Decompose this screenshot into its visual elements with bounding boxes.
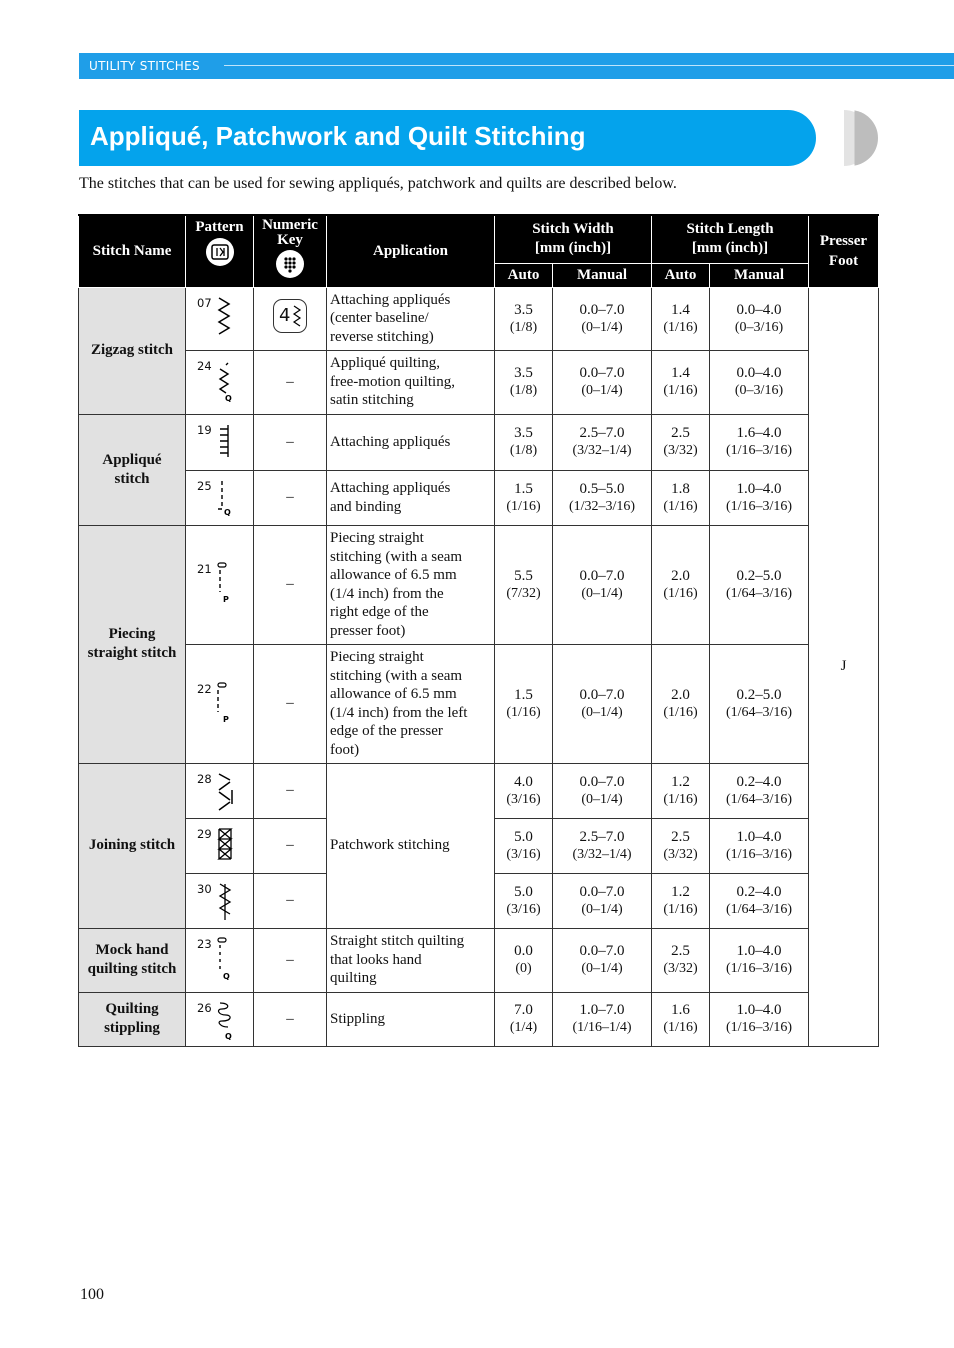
width-auto — [495, 414, 553, 470]
value: 0.2–4.0 — [736, 773, 782, 790]
width-auto — [495, 644, 553, 763]
numeric-key-cell: – — [254, 763, 327, 818]
value: 1.8 — [671, 480, 690, 497]
value: 2.5 — [671, 828, 690, 845]
value: 1.4 — [671, 365, 690, 381]
header-length-unit: [mm (inch)] — [691, 240, 769, 257]
value: 1.2 — [671, 773, 690, 790]
numeric-key-cell: – — [254, 873, 327, 928]
pattern-cell — [186, 928, 254, 992]
application-cell — [327, 644, 495, 763]
pattern-number: 19 — [197, 422, 212, 437]
value: 0.0–7.0 — [579, 365, 625, 381]
svg-text:Q: Q — [225, 393, 232, 403]
length-auto — [652, 818, 710, 873]
svg-text:P: P — [223, 714, 229, 724]
length-manual — [710, 818, 809, 873]
header-length-label: Stitch Length — [686, 221, 774, 238]
blanket-stitch-icon — [216, 421, 232, 461]
header-pattern — [186, 215, 254, 287]
group-mock-hand — [79, 928, 186, 992]
numeric-key-cell: – — [254, 470, 327, 525]
pattern-number: 07 — [197, 295, 212, 310]
svg-text:Q: Q — [223, 971, 230, 981]
group-quilting-stippling — [79, 992, 186, 1046]
group-zigzag: Zigzag stitch — [79, 287, 186, 414]
group-label: Piecing — [108, 626, 156, 642]
svg-text:P: P — [223, 594, 229, 604]
table-row — [79, 414, 879, 470]
pattern-cell — [186, 414, 254, 470]
value: 0.0 — [514, 943, 533, 959]
numeric-key-cell: – — [254, 414, 327, 470]
app-line: (1/4 inch) from the — [330, 585, 444, 602]
value-inch: (1/16) — [663, 585, 698, 601]
numeric-key-cell: – — [254, 644, 327, 763]
value-inch: (1/64–3/16) — [725, 791, 793, 807]
value: 5.0 — [514, 828, 533, 845]
app-line: Attaching appliqués — [330, 433, 451, 450]
width-auto — [495, 287, 553, 350]
group-applique — [79, 414, 186, 525]
application-cell — [327, 928, 495, 992]
app-line: Appliqué quilting, — [330, 355, 440, 372]
length-auto — [652, 873, 710, 928]
app-line: satin stitching — [330, 392, 414, 409]
pattern-cell — [186, 818, 254, 873]
value: 7.0 — [514, 1002, 533, 1018]
value-inch: (0–1/4) — [581, 319, 623, 335]
value-inch: (1/16) — [506, 704, 541, 720]
pattern-number: 23 — [197, 936, 212, 951]
joining-stitch-icon — [216, 770, 234, 814]
length-manual — [710, 873, 809, 928]
table-row — [79, 992, 879, 1046]
value-inch: (1/8) — [509, 383, 538, 398]
length-manual — [710, 350, 809, 414]
value: 0.2–4.0 — [736, 883, 782, 900]
header-rule — [224, 65, 954, 66]
value: 1.4 — [671, 301, 690, 318]
value: 4.0 — [514, 773, 533, 790]
value: 0.2–5.0 — [736, 567, 782, 584]
numeric-key-cell: – — [254, 928, 327, 992]
table-row — [79, 928, 879, 992]
app-line: right edge of the — [330, 604, 429, 620]
length-manual — [710, 414, 809, 470]
length-auto — [652, 525, 710, 644]
value-inch: (1/16) — [506, 498, 541, 514]
intro-text: The stitches that can be used for sewing appliqués, patchwork and quilts are described below. — [79, 175, 677, 192]
width-manual — [553, 287, 652, 350]
value-inch: (1/32–3/16) — [568, 498, 636, 514]
app-line: free-motion quilting, — [330, 373, 455, 390]
width-manual — [553, 992, 652, 1046]
value-inch: (1/16) — [663, 704, 698, 720]
value-inch: (1/64–3/16) — [725, 704, 793, 720]
app-line: Piecing straight — [330, 530, 424, 546]
value: 5.0 — [514, 883, 533, 900]
value-inch: (1/16–1/4) — [572, 1020, 632, 1035]
header-presser-label-2: Foot — [828, 253, 859, 270]
group-label: stitch — [114, 470, 150, 487]
satin-quilt-stitch-icon — [216, 357, 234, 403]
pattern-number: 29 — [197, 826, 212, 841]
value: 1.6–4.0 — [736, 425, 782, 441]
app-line: foot) — [330, 741, 360, 758]
header-stitch-width — [495, 215, 652, 263]
table-row — [79, 470, 879, 525]
app-line: Stippling — [330, 1010, 386, 1027]
header-length-manual: Manual — [710, 263, 809, 287]
pattern-number: 28 — [197, 771, 212, 786]
pattern-number: 22 — [197, 681, 212, 696]
value-inch: (1/64–3/16) — [725, 585, 793, 601]
app-line: and binding — [330, 498, 402, 515]
value: 0.0–4.0 — [736, 365, 782, 381]
value: 3.5 — [514, 425, 533, 441]
value-inch: (0–1/4) — [581, 961, 623, 976]
value: 2.5–7.0 — [579, 425, 625, 441]
value-inch: (3/32) — [663, 443, 698, 458]
width-manual — [553, 928, 652, 992]
length-manual — [710, 763, 809, 818]
application-cell — [327, 470, 495, 525]
group-label: Quilting — [105, 1001, 159, 1017]
piecing-left-icon — [216, 680, 234, 724]
table-row — [79, 763, 879, 818]
hand-quilting-icon — [216, 935, 234, 981]
app-line: Patchwork stitching — [330, 837, 450, 854]
width-auto — [495, 470, 553, 525]
table-row — [79, 644, 879, 763]
application-cell — [327, 763, 495, 928]
section-label: UTILITY STITCHES — [89, 59, 200, 73]
header-numeric-key — [254, 215, 327, 287]
width-manual — [553, 763, 652, 818]
numeric-key-cell: – — [254, 992, 327, 1046]
group-piecing — [79, 525, 186, 763]
value: 0.0–7.0 — [579, 567, 625, 584]
value: 0.0–7.0 — [579, 301, 625, 318]
value: 0.5–5.0 — [579, 480, 625, 497]
section-header-bar — [79, 53, 954, 79]
group-label: Appliqué — [102, 451, 162, 468]
numeric-key-cell: – — [254, 818, 327, 873]
piecing-right-icon — [216, 560, 234, 604]
width-auto — [495, 873, 553, 928]
value-inch: (1/16) — [663, 383, 698, 398]
width-manual — [553, 350, 652, 414]
application-cell — [327, 287, 495, 350]
length-manual — [710, 992, 809, 1046]
app-line: stitching (with a seam — [330, 667, 463, 684]
page-number: 100 — [80, 1286, 104, 1303]
value-inch: (1/8) — [509, 319, 538, 335]
app-line: edge of the presser — [330, 723, 443, 739]
value: 2.0 — [671, 686, 690, 703]
value: 2.0 — [671, 567, 690, 584]
width-manual — [553, 818, 652, 873]
value-inch: (1/16) — [663, 901, 698, 917]
value-inch: (1/16–3/16) — [725, 443, 793, 458]
value: 0.0–7.0 — [579, 773, 625, 790]
value-inch: (0–3/16) — [734, 383, 784, 398]
pattern-number: 25 — [197, 478, 212, 493]
width-auto — [495, 525, 553, 644]
value: 2.5 — [671, 425, 690, 441]
width-auto — [495, 350, 553, 414]
value-inch: (0–1/4) — [581, 704, 623, 720]
value: 1.0–7.0 — [579, 1002, 625, 1018]
group-label: stippling — [104, 1020, 160, 1036]
header-application: Application — [327, 215, 495, 287]
width-auto — [495, 928, 553, 992]
numeric-key-cell: – — [254, 350, 327, 414]
header-presser-label-1: Presser — [819, 233, 868, 250]
app-line: (1/4 inch) from the left — [330, 704, 468, 721]
value-inch: (0) — [515, 961, 532, 976]
value-inch: (1/16) — [663, 319, 698, 335]
value: 1.0–4.0 — [736, 480, 782, 497]
numeric-keypad-icon — [276, 250, 304, 278]
page-title: Appliqué, Patchwork and Quilt Stitching — [90, 121, 586, 151]
value-inch: (0–1/4) — [581, 585, 623, 601]
pattern-number: 30 — [197, 881, 212, 896]
app-line: allowance of 6.5 mm — [330, 567, 457, 583]
value: 5.5 — [514, 567, 533, 584]
pattern-key-icon — [206, 238, 234, 266]
value-inch: (1/16–3/16) — [725, 961, 793, 976]
app-line: Attaching appliqués — [330, 480, 451, 496]
length-auto — [652, 928, 710, 992]
app-line: presser foot) — [330, 622, 406, 639]
header-width-manual: Manual — [553, 263, 652, 287]
value-inch: (3/16) — [506, 791, 541, 807]
value: 0.0–7.0 — [579, 686, 625, 703]
table-row — [79, 525, 879, 644]
header-pattern-label: Pattern — [195, 219, 244, 235]
value: 1.2 — [671, 883, 690, 900]
value-inch: (3/32–1/4) — [572, 846, 632, 862]
width-auto — [495, 763, 553, 818]
value: 2.5–7.0 — [579, 828, 625, 845]
pattern-number: 24 — [197, 358, 212, 373]
length-manual — [710, 644, 809, 763]
value-inch: (0–1/4) — [581, 791, 623, 807]
group-label: Mock hand — [95, 942, 169, 958]
feather-stitch-icon — [216, 880, 234, 920]
app-line: allowance of 6.5 mm — [330, 686, 457, 702]
numeric-key-cell: – — [254, 525, 327, 644]
header-length-auto: Auto — [652, 263, 710, 287]
app-line: Piecing straight — [330, 649, 424, 665]
value-inch: (0–3/16) — [734, 319, 784, 335]
header-stitch-length — [652, 215, 809, 263]
header-width-label: Stitch Width — [532, 221, 614, 238]
group-label: quilting stitch — [87, 961, 177, 977]
value-inch: (7/32) — [506, 585, 541, 601]
pattern-cell — [186, 287, 254, 350]
value: 1.5 — [514, 480, 533, 497]
application-cell — [327, 525, 495, 644]
width-manual — [553, 644, 652, 763]
value: 2.5 — [671, 943, 690, 959]
cross-stitch-icon — [216, 825, 234, 865]
width-manual — [553, 470, 652, 525]
app-line: reverse stitching) — [330, 328, 434, 345]
length-auto — [652, 414, 710, 470]
value: 1.6 — [671, 1002, 690, 1018]
pattern-cell — [186, 350, 254, 414]
value: 1.5 — [514, 686, 533, 703]
value: 3.5 — [514, 301, 533, 318]
value-inch: (1/16–3/16) — [725, 1020, 793, 1035]
numeric-key-cell — [254, 287, 327, 350]
app-line: Attaching appliqués — [330, 291, 451, 308]
pattern-cell — [186, 873, 254, 928]
value-inch: (3/16) — [506, 901, 541, 917]
value-inch: (3/32–1/4) — [572, 443, 632, 458]
value-inch: (1/16–3/16) — [725, 846, 793, 862]
value: 0.0–7.0 — [579, 943, 625, 959]
header-numeric-label-2: Key — [277, 232, 303, 248]
app-line: that looks hand — [330, 951, 422, 968]
value-inch: (3/16) — [506, 846, 541, 862]
app-line: Straight stitch quilting — [330, 933, 465, 950]
value: 0.0–7.0 — [579, 883, 625, 900]
length-auto — [652, 287, 710, 350]
length-auto — [652, 992, 710, 1046]
pattern-cell — [186, 644, 254, 763]
value-inch: (1/16–3/16) — [725, 498, 793, 514]
application-cell — [327, 350, 495, 414]
pattern-number: 21 — [197, 561, 212, 576]
app-line: quilting — [330, 970, 377, 987]
value-inch: (1/4) — [509, 1020, 538, 1035]
width-manual — [553, 525, 652, 644]
value-inch: (1/16) — [663, 498, 698, 514]
application-cell — [327, 414, 495, 470]
presser-foot-cell: J — [809, 287, 879, 1046]
value-inch: (1/8) — [509, 443, 538, 458]
zigzag-stitch-icon — [216, 294, 232, 338]
pattern-cell — [186, 992, 254, 1046]
length-auto — [652, 350, 710, 414]
width-manual — [553, 873, 652, 928]
value-inch: (3/32) — [663, 961, 698, 976]
stippling-icon — [216, 999, 236, 1041]
width-manual — [553, 414, 652, 470]
title-bar — [79, 110, 816, 166]
value: 1.0–4.0 — [736, 828, 782, 845]
length-manual — [710, 928, 809, 992]
pattern-number: 26 — [197, 1000, 212, 1015]
length-manual — [710, 470, 809, 525]
value: 0.2–5.0 — [736, 686, 782, 703]
blind-stitch-icon — [216, 477, 234, 517]
value: 0.0–4.0 — [736, 301, 782, 318]
header-stitch-name: Stitch Name — [79, 215, 186, 287]
length-auto — [652, 763, 710, 818]
width-auto — [495, 992, 553, 1046]
svg-text:Q: Q — [224, 507, 231, 517]
application-cell — [327, 992, 495, 1046]
app-line: stitching (with a seam — [330, 548, 463, 565]
value-inch: (0–1/4) — [581, 901, 623, 917]
group-joining: Joining stitch — [79, 763, 186, 928]
length-manual — [710, 287, 809, 350]
header-numeric-label-1: Numeric — [262, 217, 318, 233]
value: 3.5 — [514, 365, 533, 381]
pattern-cell — [186, 525, 254, 644]
pattern-cell — [186, 470, 254, 525]
length-auto — [652, 470, 710, 525]
header-width-unit: [mm (inch)] — [534, 240, 612, 257]
pattern-cell — [186, 763, 254, 818]
value-inch: (1/64–3/16) — [725, 901, 793, 917]
value: 1.0–4.0 — [736, 1002, 782, 1018]
numeric-key-4-icon — [273, 299, 307, 333]
table-row — [79, 287, 879, 350]
svg-text:Q: Q — [225, 1031, 232, 1041]
width-auto — [495, 818, 553, 873]
header-width-auto: Auto — [495, 263, 553, 287]
length-auto — [652, 644, 710, 763]
group-label: straight stitch — [87, 645, 177, 661]
length-manual — [710, 525, 809, 644]
table-row — [79, 350, 879, 414]
value-inch: (1/16) — [663, 1020, 698, 1035]
numeric-key-value: 4 — [279, 305, 291, 326]
value-inch: (1/16) — [663, 791, 698, 807]
app-line: (center baseline/ — [330, 310, 429, 327]
header-presser-foot — [809, 215, 879, 287]
value: 1.0–4.0 — [736, 943, 782, 959]
stitch-table — [78, 214, 879, 1047]
value-inch: (0–1/4) — [581, 383, 623, 398]
value-inch: (3/32) — [663, 846, 698, 862]
